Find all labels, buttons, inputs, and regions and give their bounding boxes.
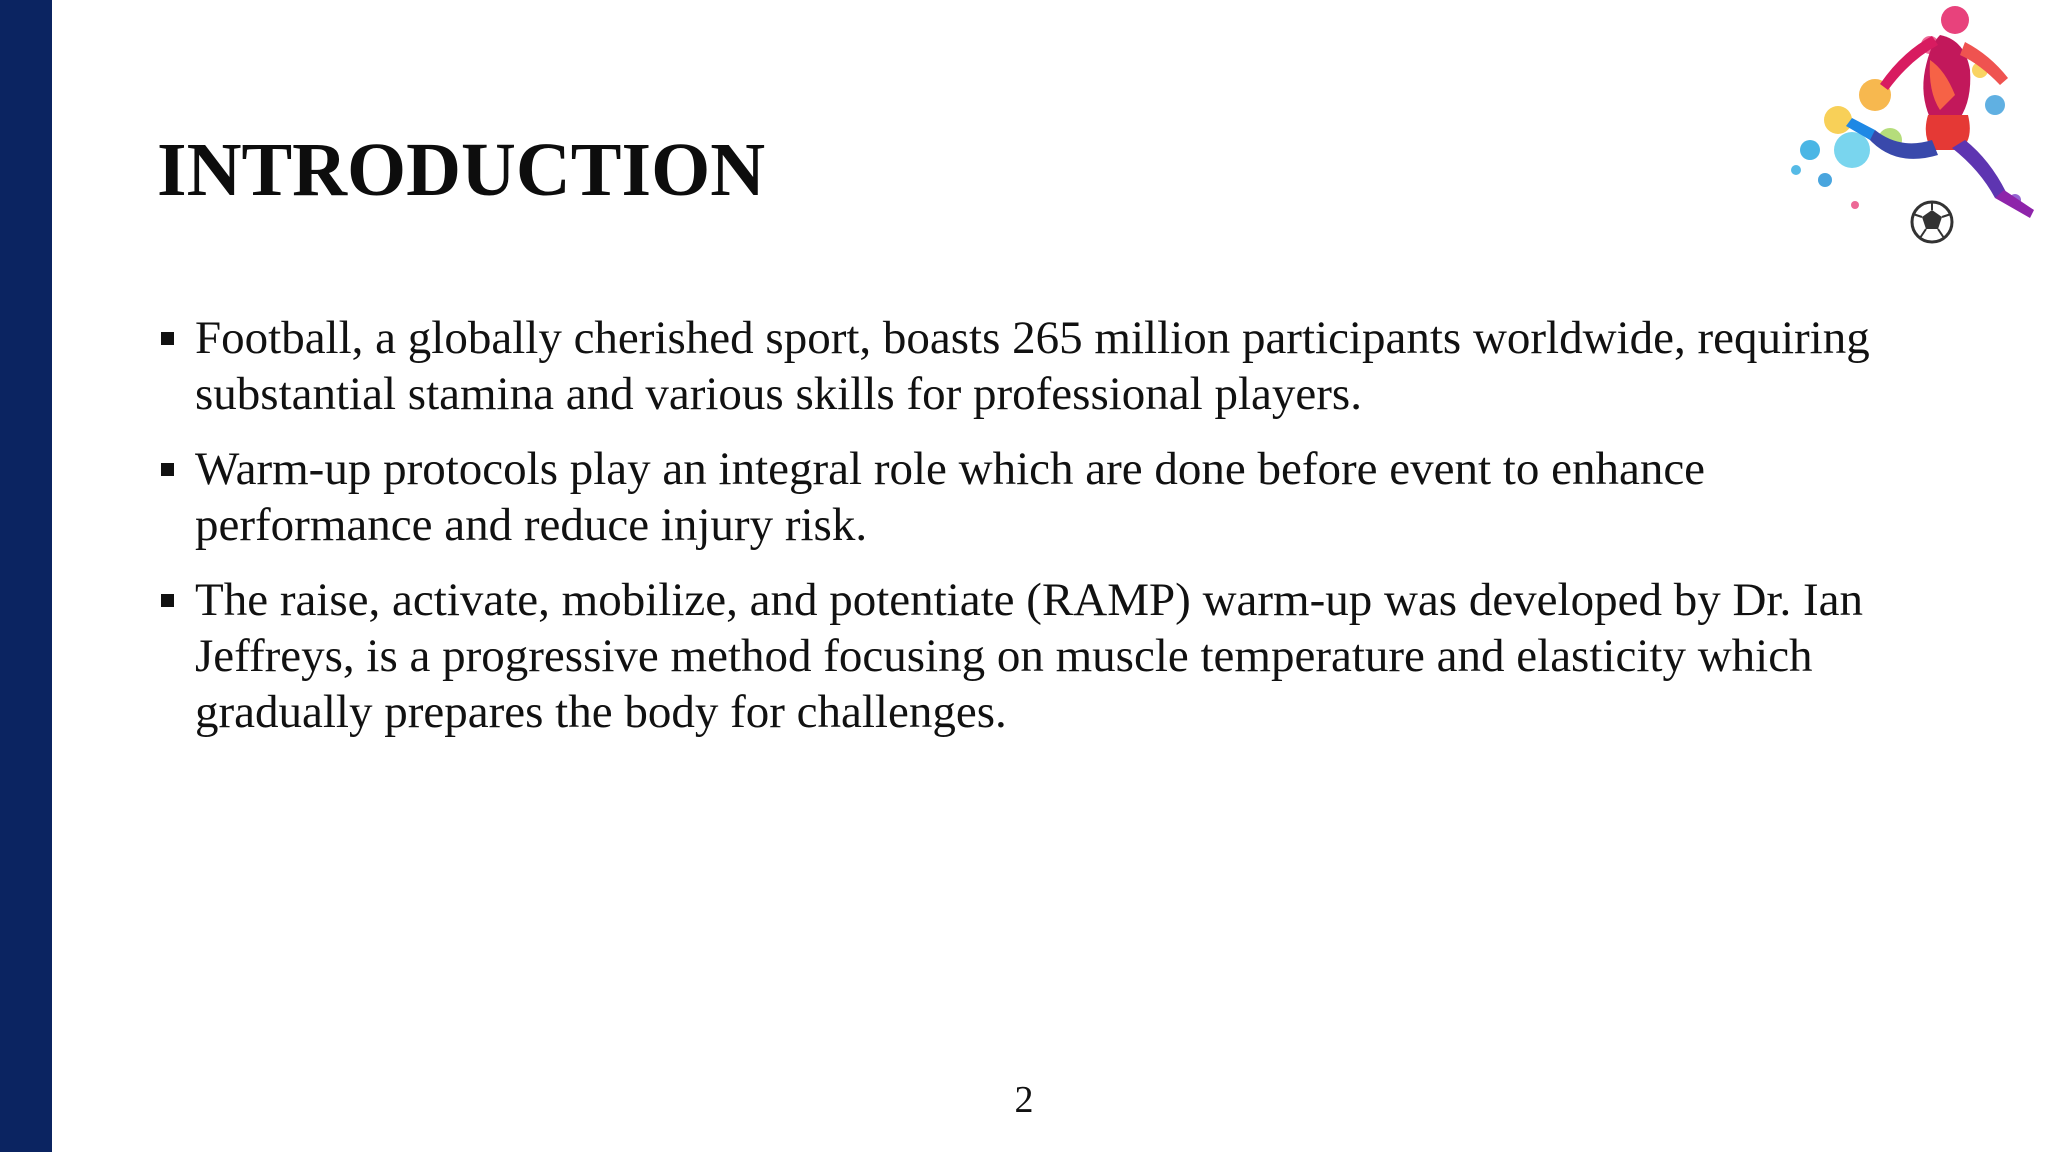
bullet-item [157, 572, 1877, 740]
bullet-list [157, 310, 1877, 740]
football-player-icon [1780, 0, 2048, 252]
slide-title: INTRODUCTION [157, 128, 766, 212]
square-bullet-icon [161, 463, 174, 476]
accent-bar [0, 0, 52, 1152]
square-bullet-icon [161, 594, 174, 607]
page-number: 2 [1014, 1079, 1034, 1121]
bullet-item [157, 441, 1877, 553]
bullet-text: Warm-up protocols play an integral role which are done before event to enhance performance and reduce injury risk. [195, 443, 1706, 551]
square-bullet-icon [161, 332, 174, 345]
bullet-text: The raise, activate, mobilize, and potentiate (RAMP) warm-up was developed by Dr. Ian Jeffreys, is a progressive method focusing on muscle temperature and elasticity which gradually prepares the body for challenges. [195, 574, 1863, 738]
bullet-item [157, 310, 1877, 422]
bullet-text: Football, a globally cherished sport, boasts 265 million participants worldwide, requiring substantial stamina and various skills for professional players. [195, 312, 1870, 420]
